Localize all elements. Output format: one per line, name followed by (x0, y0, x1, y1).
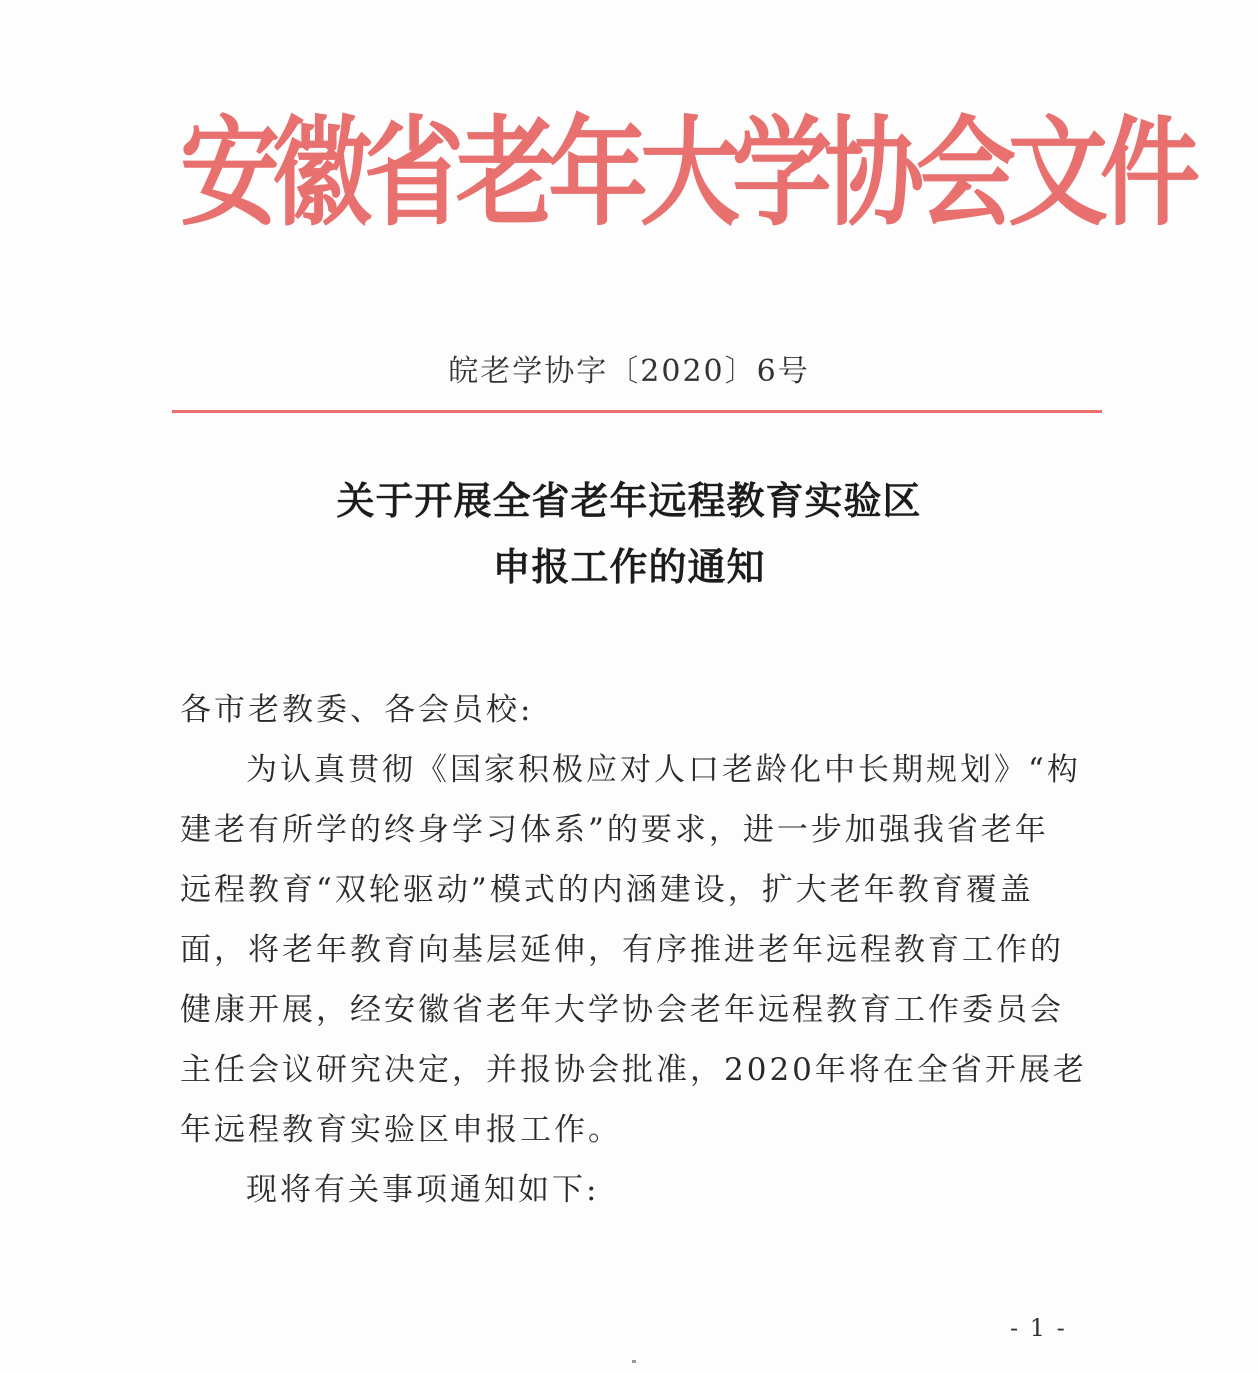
paragraph-line-1: 为认真贯彻《国家积极应对人口老龄化中长期规划》“构 (246, 752, 1081, 788)
notice-title-line-2: 申报工作的通知 (492, 544, 766, 589)
scan-artifact (632, 1360, 636, 1363)
paragraph-line-5: 健康开展，经安徽省老年大学协会老年远程教育工作委员会 (180, 992, 1064, 1028)
closing-line: 现将有关事项通知如下: (246, 1172, 600, 1208)
notice-title-line-1: 关于开展全省老年远程教育实验区 (336, 478, 922, 523)
salutation: 各市老教委、各会员校: (180, 692, 534, 728)
paragraph-line-4: 面，将老年教育向基层延伸，有序推进老年远程教育工作的 (180, 932, 1064, 968)
document-number: 皖老学协字〔2020〕6号 (448, 354, 810, 389)
paragraph-line-2: 建老有所学的终身学习体系”的要求，进一步加强我省老年 (180, 812, 1049, 848)
paragraph-line-3: 远程教育“双轮驱动”模式的内涵建设，扩大老年教育覆盖 (180, 872, 1034, 908)
document-header: 安徽省老年大学协会文件 (180, 102, 1192, 243)
header-divider (172, 410, 1102, 413)
page-number: - 1 - (1010, 1314, 1067, 1342)
paragraph-line-6: 主任会议研究决定，并报协会批准，2020年将在全省开展老 (180, 1052, 1087, 1088)
paragraph-line-7: 年远程教育实验区申报工作。 (180, 1112, 622, 1148)
